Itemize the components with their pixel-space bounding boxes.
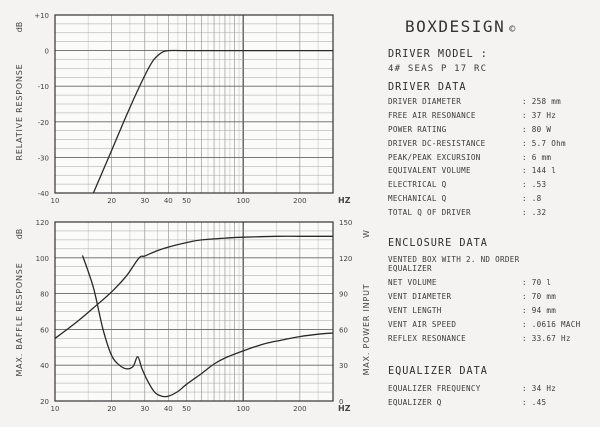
enclosure-data-row: [388, 292, 593, 306]
enclosure-data-label: REFLEX RESONANCE: [388, 333, 466, 343]
equalizer-data-row: [388, 398, 593, 412]
driver-data-value: : .32: [522, 208, 547, 218]
chart2-y-tick-label: 20: [40, 398, 49, 406]
chart1-y-tick-label: -20: [37, 118, 49, 127]
driver-data-label: TOTAL Q OF DRIVER: [388, 208, 471, 218]
chart1-y-tick-label: +10: [34, 12, 49, 20]
chart1-x-tick-label: 10: [50, 197, 60, 205]
chart1-x-tick-label: 40: [163, 197, 173, 205]
chart1-y-tick-label: 0: [44, 47, 49, 56]
chart2-y2-tick-label: 60: [339, 326, 348, 335]
chart1-x-tick-label: 200: [293, 197, 307, 205]
model-title: DRIVER MODEL :: [388, 49, 488, 60]
driver-data-value: : 37 Hz: [522, 110, 557, 120]
equalizer-data-label: EQUALIZER FREQUENCY: [388, 384, 481, 393]
brand-logo: BOXDESIGN ©: [405, 17, 517, 36]
chart2-x-tick-label: 50: [182, 405, 192, 413]
driver-data-label: POWER RATING: [388, 124, 447, 134]
chart2-y2-tick-label: 90: [339, 290, 348, 299]
driver-data-row: [388, 153, 593, 167]
chart1-y-tick-label: -10: [37, 83, 49, 92]
model-value: 4# SEAS P 17 RC: [388, 64, 488, 74]
chart2-y-tick-label: 40: [40, 362, 49, 371]
driver-data-value: : 5.7 Ohm: [522, 138, 566, 148]
chart2-y-unit: dB: [15, 228, 24, 240]
enclosure-data-value: : 70 mm: [522, 291, 557, 301]
driver-data-label: MECHANICAL Q: [388, 194, 447, 204]
enclosure-data-title: ENCLOSURE DATA: [388, 238, 488, 249]
chart2-y2-tick-label: 30: [339, 362, 348, 371]
driver-data-row: [388, 97, 593, 111]
driver-data-section: [388, 82, 593, 222]
chart2-y2-unit: W: [362, 230, 371, 238]
driver-data-value: : 80 W: [522, 124, 552, 134]
chart1-x-tick-label: 20: [107, 197, 117, 205]
driver-data-row: [388, 125, 593, 139]
chart2-x-tick-label: 30: [140, 405, 150, 413]
enclosure-note-line-2: EQUALIZER: [388, 264, 432, 273]
enclosure-data-value: : 94 mm: [522, 305, 557, 315]
chart1-y-unit: dB: [15, 21, 24, 33]
chart1-x-tick-label: 100: [236, 197, 250, 205]
driver-data-row: [388, 208, 593, 222]
enclosure-data-value: : 70 l: [522, 278, 552, 287]
enclosure-data-row: [388, 320, 593, 334]
chart2-y-tick-label: 60: [40, 326, 49, 335]
chart2-x-tick-label: 40: [163, 405, 173, 413]
chart1-y-tick-label: -30: [37, 154, 49, 163]
chart2-y-tick-label: 80: [40, 290, 49, 299]
chart2-y2-tick-label: 150: [339, 219, 353, 227]
enclosure-data-row: [388, 334, 593, 348]
driver-data-label: DRIVER DIAMETER: [388, 97, 462, 106]
chart2-x-tick-label: 10: [50, 405, 60, 413]
equalizer-data-label: EQUALIZER Q: [388, 397, 442, 407]
equalizer-data-row: [388, 384, 593, 398]
driver-data-value: : 258 mm: [522, 97, 561, 106]
enclosure-data-label: NET VOLUME: [388, 278, 437, 287]
equalizer-data-title: EQUALIZER DATA: [388, 366, 488, 377]
enclosure-note: [388, 255, 593, 273]
driver-model: [388, 49, 593, 74]
chart1-y-axis-label: RELATIVE RESPONSE: [15, 63, 24, 161]
driver-data-label: EQUIVALENT VOLUME: [388, 166, 471, 176]
enclosure-data-row: [388, 306, 593, 320]
chart2-y2-axis-label: MAX. POWER INPUT: [362, 283, 371, 376]
chart2-y-tick-label: 100: [35, 254, 49, 263]
driver-data-label: DRIVER DC-RESISTANCE: [388, 138, 486, 148]
enclosure-data-section: [388, 238, 593, 347]
chart2-x-unit: HZ: [338, 404, 351, 413]
chart2-y2-tick-label: 120: [339, 254, 353, 263]
chart2-x-tick-label: 100: [236, 405, 250, 413]
driver-data-value: : .53: [522, 180, 547, 190]
chart1-x-unit: HZ: [338, 196, 351, 205]
chart2-y2-tick-label: 0: [339, 398, 344, 406]
chart1-y-tick-label: -40: [37, 190, 49, 198]
driver-data-value: : 144 l: [522, 166, 557, 176]
equalizer-data-value: : 34 Hz: [522, 384, 557, 393]
chart1-x-tick-label: 50: [182, 197, 192, 205]
equalizer-data-value: : .45: [522, 397, 547, 407]
chart2-y-tick-label: 120: [35, 219, 49, 227]
enclosure-data-value: : .0616 MACH: [522, 319, 581, 329]
chart2-x-tick-label: 20: [107, 405, 117, 413]
enclosure-data-label: VENT DIAMETER: [388, 291, 452, 301]
enclosure-data-value: : 33.67 Hz: [522, 333, 571, 343]
driver-data-label: ELECTRICAL Q: [388, 180, 447, 190]
enclosure-data-label: VENT LENGTH: [388, 305, 442, 315]
enclosure-data-row: [388, 278, 593, 292]
driver-data-row: [388, 166, 593, 180]
driver-data-row: [388, 111, 593, 125]
enclosure-data-label: VENT AIR SPEED: [388, 319, 457, 329]
driver-data-title: DRIVER DATA: [388, 82, 467, 93]
enclosure-note-line-1: VENTED BOX WITH 2. ND ORDER: [388, 255, 520, 264]
chart1-x-tick-label: 30: [140, 197, 150, 205]
driver-data-row: [388, 180, 593, 194]
driver-data-row: [388, 194, 593, 208]
equalizer-data-section: [388, 366, 593, 412]
driver-data-label: PEAK/PEAK EXCURSION: [388, 152, 481, 162]
chart2-x-tick-label: 200: [293, 405, 307, 413]
driver-data-label: FREE AIR RESONANCE: [388, 110, 476, 120]
chart2-y-axis-label: MAX. BAFFLE RESPONSE: [15, 262, 24, 377]
driver-data-value: : .8: [522, 194, 542, 204]
driver-data-value: : 6 mm: [522, 152, 552, 162]
driver-data-row: [388, 139, 593, 153]
